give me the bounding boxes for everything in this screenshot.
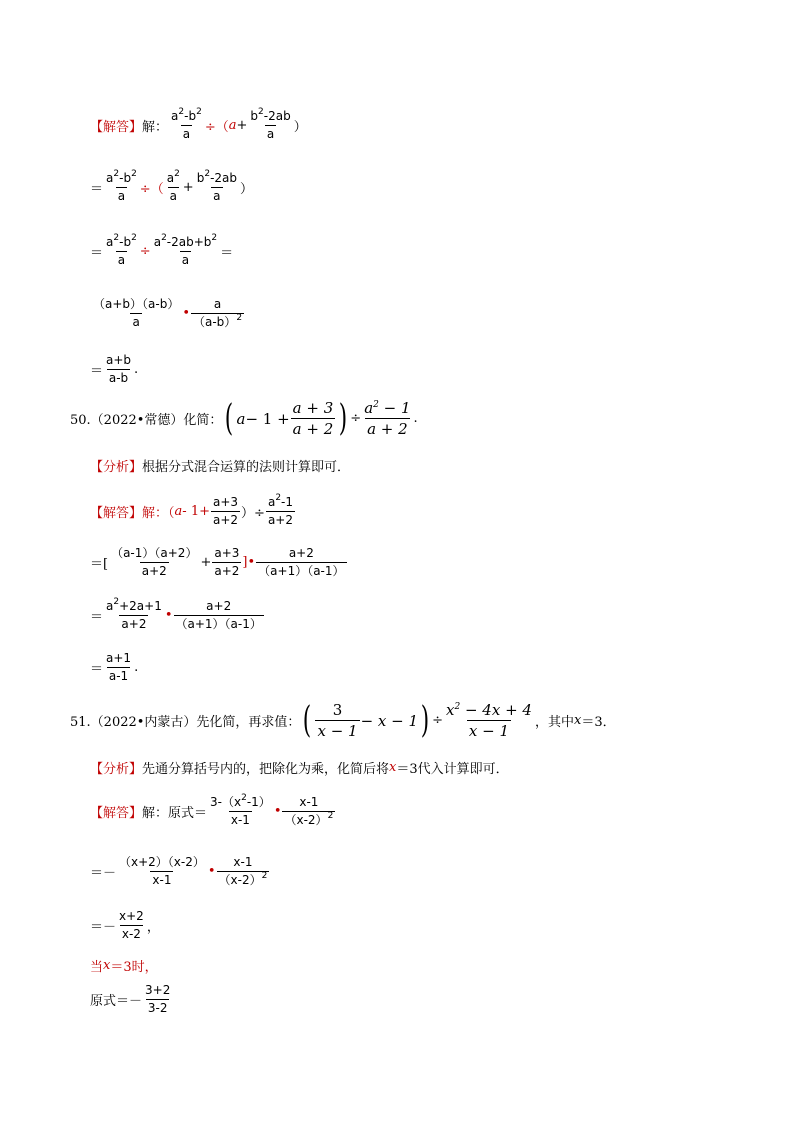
fraction: $\frac{a^2 - 1}{a + 2}$	[364, 399, 411, 438]
answer-50-line-4: ＝ $\frac{a+1}{a-1}$ .	[90, 651, 139, 683]
answer-line-3: ＝ $\frac{a^2-b^2}{a}$ ÷ $\frac{a^2-2ab+b^2}{a}$ ＝	[90, 233, 234, 267]
answer-50-line-1: 【解答】 解：（ a - 1+ $\frac{a+3}{a+2}$ ）÷ $\frac{a^2-1}{a+2}$	[90, 493, 294, 527]
answer-51-line-5: 原式＝－ $\frac{3+2}{3-2}$	[90, 983, 171, 1015]
answer-line-5: ＝ $\frac{a+b}{a-b}$ .	[90, 353, 139, 385]
answer-label: 【解答】	[90, 806, 143, 821]
fraction: $\frac{x-1}{(x-2)^2}$	[218, 855, 268, 887]
fraction: $\frac{b^2-2ab}{a}$	[196, 169, 237, 203]
answer-intro: 解：	[142, 120, 169, 135]
fraction: $\frac{(a-1)(a+2)}{a+2}$	[111, 546, 198, 578]
answer-line-2: ＝ $\frac{a^2-b^2}{a}$ ÷（ $\frac{a^2}{a}$ + $\frac{b^2-2ab}{a}$ ）	[90, 169, 254, 203]
question-number: 50.（2022•常德）化简：	[70, 413, 223, 428]
fraction: $\frac{a^2-b^2}{a}$	[106, 169, 137, 203]
fraction: $\frac{3+2}{3-2}$	[145, 983, 171, 1015]
fraction: $\frac{x-1}{(x-2)^2}$	[284, 795, 334, 827]
fraction: $\frac{3}{x - 1}$	[317, 701, 358, 740]
fraction: $\frac{a+2}{(a+1)(a-1)}$	[258, 546, 345, 578]
answer-label: 【解答】	[90, 120, 143, 135]
answer-51-line-3: ＝－ $\frac{x+2}{x-2}$ ，	[90, 909, 160, 941]
fraction: $\frac{a + 3}{a + 2}$	[292, 399, 334, 438]
answer-51-line-1: 【解答】 解：原式＝ $\frac{3-(x^2-1)}{x-1}$ • $\frac{x-1}{(x-2)^2}$	[90, 793, 334, 827]
fraction: $\frac{a^2-b^2}{a}$	[106, 233, 137, 267]
answer-50-line-2: ＝[ $\frac{(a-1)(a+2)}{a+2}$ + $\frac{a+3}{a+2}$ ]• $\frac{a+2}{(a+1)(a-1)}$	[90, 546, 345, 578]
analysis-50: 【分析】 根据分式混合运算的法则计算即可．	[90, 456, 350, 475]
fraction: $\frac{(a+b)(a-b)}{a}$	[93, 297, 180, 329]
answer-51-line-4: 当 x ＝3时，	[90, 958, 158, 975]
fraction: $\frac{b^2-2ab}{a}$	[250, 107, 291, 141]
answer-line-4: $\frac{(a+b)(a-b)}{a}$ • $\frac{a}{(a-b)^2}$	[93, 297, 243, 329]
fraction: $\frac{a+b}{a-b}$	[106, 353, 132, 385]
fraction: $\frac{a^2-b^2}{a}$	[171, 107, 202, 141]
fraction: $\frac{x^2 - 4x + 4}{x - 1}$	[446, 701, 532, 740]
fraction: $\frac{a^2-2ab+b^2}{a}$	[153, 233, 218, 267]
fraction: $\frac{a^2-1}{a+2}$	[267, 493, 294, 527]
fraction: $\frac{(x+2)(x-2)}{x-1}$	[119, 855, 205, 887]
fraction: $\frac{a}{(a-b)^2}$	[193, 297, 243, 329]
fraction: $\frac{a+3}{a+2}$	[214, 546, 240, 578]
fraction: $\frac{a^2}{a}$	[166, 169, 180, 203]
analysis-label: 【分析】	[90, 762, 143, 777]
fraction: $\frac{x+2}{x-2}$	[119, 909, 144, 941]
fraction: $\frac{a+2}{(a+1)(a-1)}$	[175, 599, 262, 631]
question-51: 51.（2022•内蒙古）先化简，再求值： ( $\frac{3}{x - 1}$ − x − 1 ) ÷ $\frac{x^2 - 4x + 4}{x - 1}$ ，其中 x ＝3．	[70, 699, 616, 741]
answer-label: 【解答】	[90, 506, 143, 521]
answer-line-1: 【解答】 解： $\frac{a^2-b^2}{a}$ ÷（ a + $\frac{b^2-2ab}{a}$ ）	[90, 107, 307, 141]
fraction: $\frac{a+1}{a-1}$	[106, 651, 132, 683]
answer-51-line-2: ＝－ $\frac{(x+2)(x-2)}{x-1}$ • $\frac{x-1}{(x-2)^2}$	[90, 855, 268, 887]
answer-50-line-3: ＝ $\frac{a^2+2a+1}{a+2}$ • $\frac{a+2}{(a+1)(a-1)}$	[90, 597, 262, 631]
analysis-51: 【分析】 先通分算括号内的，把除化为乘，化简后将 x ＝3代入计算即可．	[90, 760, 509, 777]
analysis-label: 【分析】	[90, 460, 143, 475]
fraction: $\frac{a^2+2a+1}{a+2}$	[106, 597, 162, 631]
question-50: 50.（2022•常德）化简： ( a − 1 + $\frac{a + 3}{a + 2}$ ) ÷ $\frac{a^2 - 1}{a + 2}$ .	[70, 397, 418, 439]
question-number: 51.（2022•内蒙古）先化简，再求值：	[70, 715, 301, 730]
fraction: $\frac{a+3}{a+2}$	[213, 495, 239, 527]
fraction: $\frac{3-(x^2-1)}{x-1}$	[210, 793, 271, 827]
